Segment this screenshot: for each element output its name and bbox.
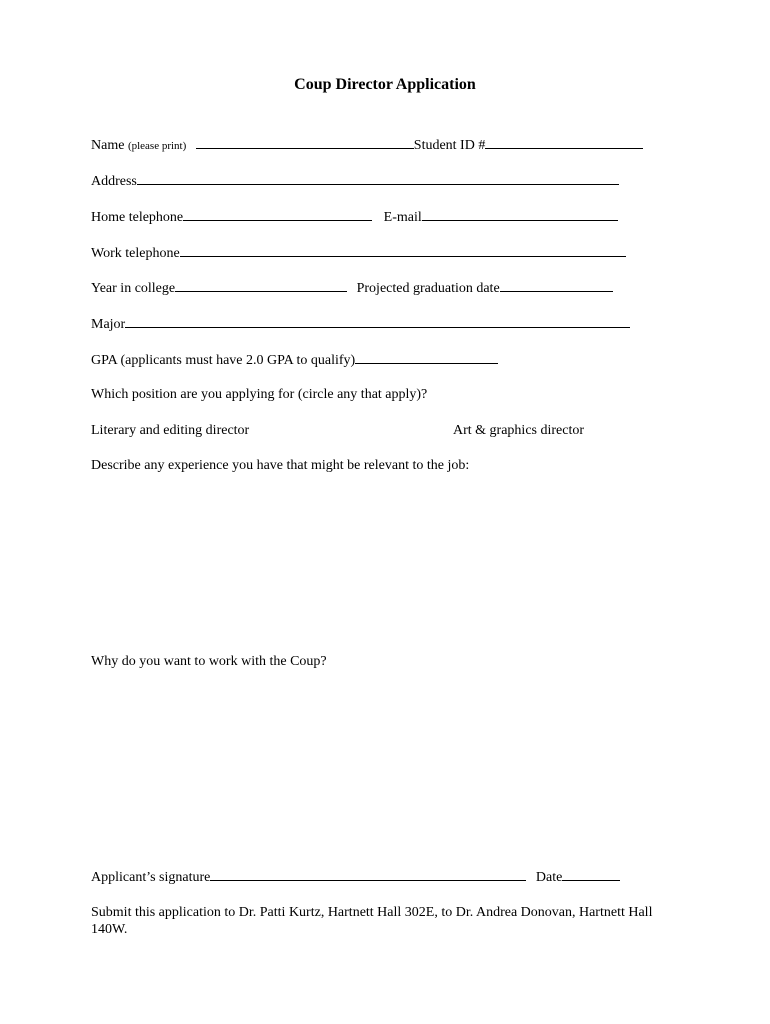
experience-answer-area[interactable]	[91, 480, 681, 640]
position-option-art[interactable]: Art & graphics director	[453, 423, 585, 438]
signature-field[interactable]	[210, 867, 526, 881]
name-hint: (please print)	[127, 140, 187, 152]
address-row	[91, 171, 619, 191]
name-label: Name	[91, 138, 125, 153]
position-option-literary[interactable]: Literary and editing director	[91, 423, 250, 438]
grad-date-label: Projected graduation date	[356, 281, 500, 296]
work-phone-row	[91, 243, 626, 263]
phone-email-row	[91, 207, 618, 227]
home-phone-field[interactable]	[183, 207, 372, 221]
home-phone-label: Home telephone	[91, 210, 184, 225]
grad-date-field[interactable]	[500, 278, 613, 292]
work-phone-label: Work telephone	[91, 246, 180, 261]
date-label: Date	[535, 870, 563, 885]
major-label: Major	[91, 317, 126, 332]
date-field[interactable]	[562, 867, 620, 881]
signature-row	[91, 867, 620, 887]
why-question: Why do you want to work with the Coup?	[91, 654, 327, 669]
email-field[interactable]	[422, 207, 618, 221]
name-field[interactable]	[196, 135, 414, 149]
gpa-label: GPA (applicants must have 2.0 GPA to qualify)	[91, 353, 356, 368]
gpa-field[interactable]	[355, 350, 498, 364]
name-row	[91, 135, 643, 155]
signature-label: Applicant’s signature	[91, 870, 211, 885]
address-field[interactable]	[137, 171, 619, 185]
work-phone-field[interactable]	[180, 243, 626, 257]
address-label: Address	[91, 174, 137, 189]
year-label: Year in college	[91, 281, 176, 296]
email-label: E-mail	[383, 210, 422, 225]
student-id-label: Student ID #	[413, 138, 486, 153]
page-title: Coup Director Application	[294, 76, 476, 93]
submit-note: Submit this application to Dr. Patti Kurtz, Hartnett Hall 302E, to Dr. Andrea Donovan, Hartnett Hall 140W.	[91, 905, 653, 937]
major-row	[91, 314, 630, 334]
year-grad-row	[91, 278, 613, 298]
gpa-row	[91, 350, 498, 370]
student-id-field[interactable]	[485, 135, 643, 149]
why-answer-area[interactable]	[91, 676, 681, 856]
position-question: Which position are you applying for (circle any that apply)?	[91, 387, 428, 402]
major-field[interactable]	[125, 314, 630, 328]
experience-question: Describe any experience you have that might be relevant to the job:	[91, 458, 470, 473]
year-field[interactable]	[175, 278, 347, 292]
